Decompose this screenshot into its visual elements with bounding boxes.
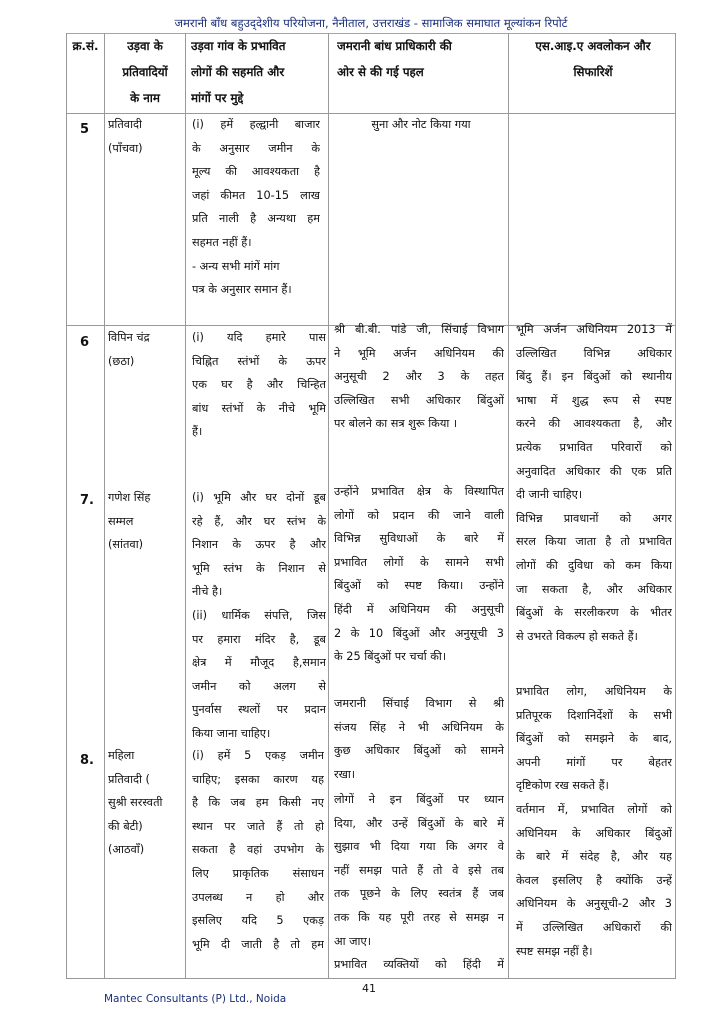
observation-paragraph: प्रभावित लोग, अधिनियम के प्रतिपूरक दिशानिर्देशों के सभी बिंदुओं को समझने के बाद, अपनी मांगों पर बेहतर दृष्टिकोण रख सकते हैं। वर्तमान में, प्रभावित लोगों को अधिनियम के अधिकार बिंदुओं के बारे में संदेह है, और यह केवल इसलिए है क्योंकि उन्हें अधिनियम के अनुसूची-2 और 3 में उल्लिखित अधिकारों की स्पष्ट समझ नहीं है। xyxy=(516,685,672,958)
initiative-paragraph: लोगों ने इन बिंदुओं पर ध्यान दिया, और उन्हें बिंदुओं के बारे में सुझाव भी दिया गया कि अगर वे नहीं समझ पाते हैं तो वे इसे तब तक पूछने के लिए स्वतंत्र हैं जब तक कि यह पूरी तरह से समझ न आ जाए। प्रभावित व्यक्तियों को हिंदी में xyxy=(334,793,504,972)
footer-company: Mantec Consultants (P) Ltd., Noida xyxy=(104,993,287,1005)
column-divider xyxy=(185,33,186,978)
observation-paragraph: भूमि अर्जन अधिनियम 2013 में उल्लिखित विभिन्न अधिकार बिंदु हैं। इन बिंदुओं को स्थानीय भाषा में शुद्ध रूप से स्पष्ट करने की आवश्यकता है, और प्रत्येक प्रभावित परिवारों को अनुवादित अधिकार की एक प्रति दी जानी चाहिए। विभिन्न प्रावधानों को अगर सरल किया जाता है तो प्रभावित लोगों की दुविधा को कम किया जा सकता है, और अधिकार बिंदुओं के सरलीकरण के भीतर से उभरते विकल्प हो सकते हैं। xyxy=(516,323,672,643)
document-header: जमरानी बाँध बहुउद्‌देशीय परियोजना, नैनीताल, उत्तराखंड - सामाजिक समाघात मूल्यांकन रिपोर्ट xyxy=(174,16,568,30)
respondent-name: प्रतिवादी (पाँचवा) xyxy=(108,118,143,155)
issue-text: (i) यदि हमारे पास चिह्नित स्तंभों के ऊपर एक घर है और चिन्हित बांध स्तंभों के नीचे भूमि हैं। xyxy=(192,331,326,439)
issue-text: (i) भूमि और घर दोनों डूब रहे हैं, और घर स्तंभ के निशान के ऊपर है और भूमि स्तंभ के निशान से नीचे है। (ii) धार्मिक संपत्ति, जिस पर हमारा मंदिर है, डूब क्षेत्र में मौजूद है,समान जमीन को अलग से पुनर्वास स्थलों पर प्रदान किया जाना चाहिए। xyxy=(192,491,326,740)
column-divider xyxy=(104,33,105,978)
row-serial: 8. xyxy=(80,753,94,768)
initiative-paragraph: श्री बी.बी. पांडे जी, सिंचाई विभाग ने भूमि अर्जन अधिनियम की अनुसूची 2 और 3 के तहत उल्लिखित सभी अधिकार बिंदुओं पर बोलने का सत्र शुरू किया । xyxy=(334,323,504,431)
issue-text: (i) हमें 5 एकड़ जमीन चाहिए; इसका कारण यह है कि जब हम किसी नए स्थान पर जाते हैं तो हो सकता है वहां उपभोग के लिए प्राकृतिक संसाधन उपलब्ध न हो और इसलिए यदि 5 एकड़ भूमि दी जाती है तो हम xyxy=(192,749,324,951)
respondent-name: महिला प्रतिवादी ( सुश्री सरस्वती की बेटी) (आठवाँ) xyxy=(108,749,163,857)
header-observations: एस.आइ.ए अवलोकन और सिफारिशें xyxy=(535,39,651,79)
initiative-paragraph: उन्होंने प्रभावित क्षेत्र के विस्थापित लोगों को प्रदान की जाने वाली विभिन्न सुविधाओं के बारे में प्रभावित लोगों के सामने सभी बिंदुओं को स्पष्ट किया। उन्होंने हिंदी में अधिनियम की अनुसूची 2 के 10 बिंदुओं और अनुसूची 3 के 25 बिंदुओं पर चर्चा की। xyxy=(334,485,504,664)
column-divider xyxy=(328,33,329,978)
initiative-text: सुना और नोट किया गया xyxy=(371,118,471,131)
header-issues: उड़वा गांव के प्रभावित लोगों की सहमति और मांगों पर मुद्दे xyxy=(191,39,286,105)
column-divider xyxy=(508,33,509,978)
issue-text: (i) हमें हल्द्वानी बाजार के अनुसार जमीन के मूल्य की आवश्यकता है जहां कीमत 10-15 लाख प्रति नाली है अन्यथा हम सहमत नहीं हैं। - अन्य सभी मांगें मांग पत्र के अनुसार समान हैं। xyxy=(192,118,320,297)
page-number: 41 xyxy=(362,982,376,995)
row-serial: 7. xyxy=(80,493,94,508)
header-respondent-name: उड़वा के प्रतिवादियों के नाम xyxy=(122,39,168,105)
initiative-paragraph: जमरानी सिंचाई विभाग से श्री संजय सिंह ने भी अधिनियम के कुछ अधिकार बिंदुओं को सामने रखा। xyxy=(334,697,504,781)
respondent-name: विपिन चंद्र (छठा) xyxy=(108,331,150,368)
header-serial: क्र.सं. xyxy=(72,39,99,53)
row-serial: 5 xyxy=(80,122,90,137)
respondent-name: गणेश सिंह सम्मल (सांतवा) xyxy=(108,491,151,552)
header-initiative: जमरानी बांध प्राधिकारी की ओर से की गई पहल xyxy=(337,39,452,79)
row-serial: 6 xyxy=(80,335,90,350)
